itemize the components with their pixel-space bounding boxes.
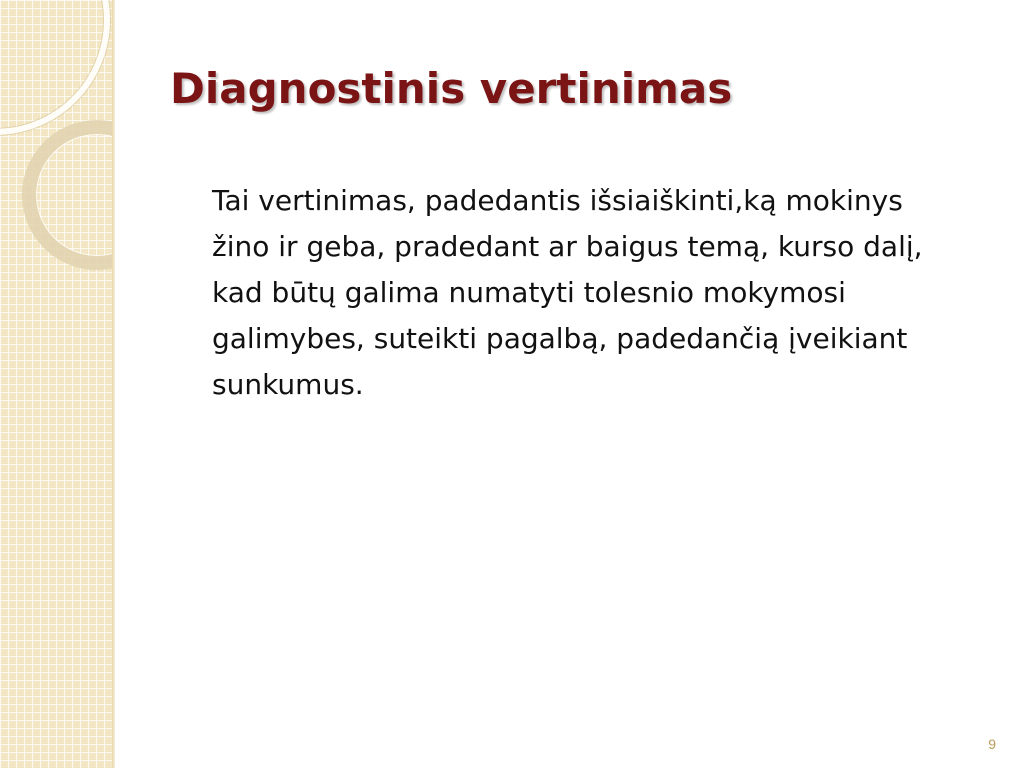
slide-body	[212, 178, 992, 408]
page-number: 9	[988, 736, 996, 752]
body-line: sunkumus.	[212, 368, 364, 401]
decorative-ring-small	[22, 120, 112, 270]
body-line: kad būtų galima numatyti tolesnio mokymosi	[212, 276, 846, 309]
decorative-ring-large	[0, 0, 110, 135]
slide-title: Diagnostinis vertinimas	[170, 64, 733, 113]
band-edge-divider	[112, 0, 115, 768]
body-line: žino ir geba, pradedant ar baigus temą, kurso dalį,	[212, 230, 923, 263]
decorative-band	[0, 0, 112, 768]
body-line: Tai vertinimas, padedantis išsiaiškinti,ką mokinys	[212, 184, 903, 217]
body-line: galimybes, suteikti pagalbą, padedančią įveikiant	[212, 322, 908, 355]
